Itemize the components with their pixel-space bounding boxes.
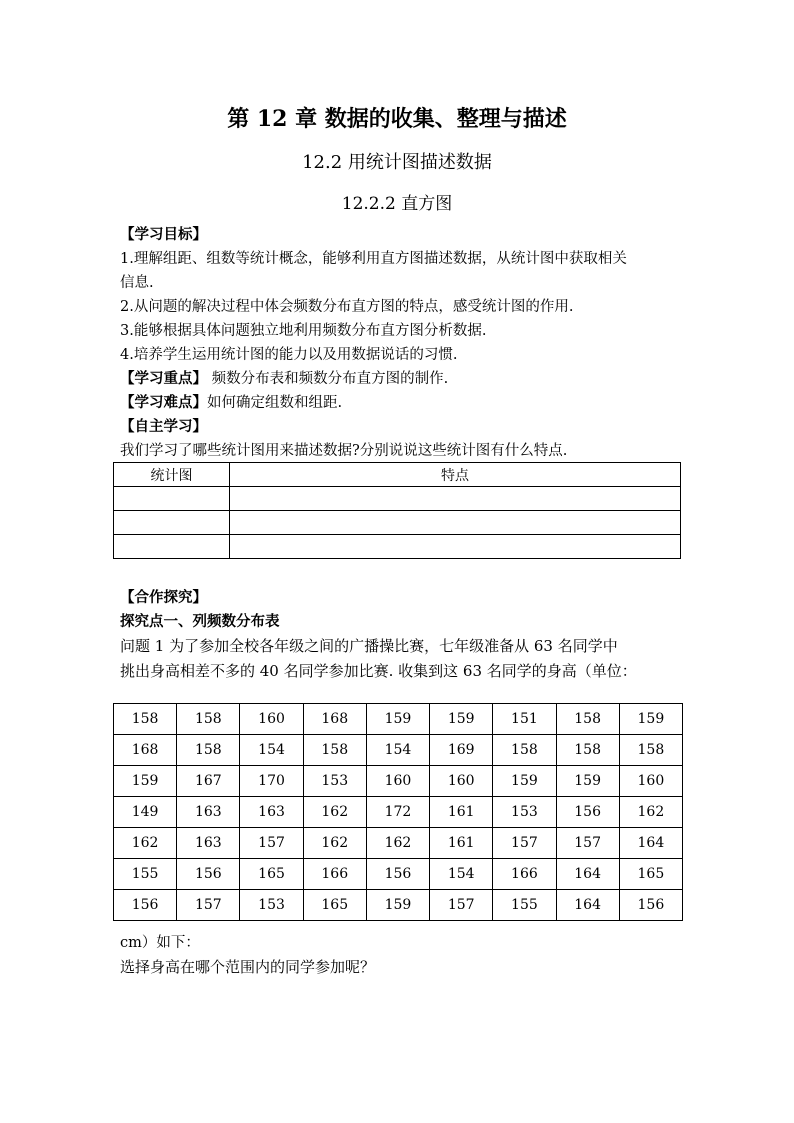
height-cell: 160 <box>619 766 682 797</box>
height-cell: 158 <box>556 735 619 766</box>
height-cell: 158 <box>493 735 556 766</box>
height-cell: 172 <box>366 797 429 828</box>
table-cell[interactable] <box>114 535 230 559</box>
height-cell: 162 <box>114 828 177 859</box>
height-cell: 162 <box>303 828 366 859</box>
difficulty <box>120 391 685 415</box>
exploration-point-title: 探究点一、列频数分布表 <box>120 613 280 630</box>
height-cell: 161 <box>430 828 493 859</box>
objectives-heading: 【学习目标】 <box>120 226 207 243</box>
self-study-question: 我们学习了哪些统计图用来描述数据?分别说说这些统计图有什么特点. <box>120 443 568 459</box>
table-row <box>114 704 683 735</box>
after-table-text: cm）如下： <box>120 935 200 951</box>
height-cell: 149 <box>114 797 177 828</box>
height-cell: 163 <box>177 797 240 828</box>
height-cell: 166 <box>493 859 556 890</box>
table-row <box>114 828 683 859</box>
height-cell: 166 <box>303 859 366 890</box>
section-title: 12.2 用统计图描述数据 <box>302 152 492 173</box>
height-cell: 156 <box>177 859 240 890</box>
table-row <box>114 890 683 921</box>
height-cell: 168 <box>114 735 177 766</box>
height-cell: 156 <box>556 797 619 828</box>
chapter-title: 第 12 章 数据的收集、整理与描述 <box>227 106 567 132</box>
height-cell: 157 <box>240 828 303 859</box>
table-cell[interactable] <box>114 487 230 511</box>
height-cell: 165 <box>303 890 366 921</box>
table-row <box>114 535 681 559</box>
heights-table <box>113 703 683 921</box>
height-cell: 159 <box>556 766 619 797</box>
height-cell: 163 <box>177 828 240 859</box>
height-cell: 153 <box>303 766 366 797</box>
height-cell: 159 <box>114 766 177 797</box>
subsection-title: 12.2.2 直方图 <box>341 194 453 214</box>
table-row <box>114 487 681 511</box>
height-cell: 164 <box>556 859 619 890</box>
height-cell: 156 <box>619 890 682 921</box>
height-cell: 157 <box>493 828 556 859</box>
table-cell[interactable] <box>230 511 681 535</box>
height-cell: 159 <box>493 766 556 797</box>
height-cell: 151 <box>493 704 556 735</box>
height-cell: 157 <box>556 828 619 859</box>
height-cell: 165 <box>619 859 682 890</box>
height-cell: 155 <box>114 859 177 890</box>
table-row <box>114 766 683 797</box>
table-cell[interactable] <box>230 487 681 511</box>
height-cell: 155 <box>493 890 556 921</box>
height-cell: 154 <box>240 735 303 766</box>
objective-item: 2.从问题的解决过程中体会频数分布直方图的特点，感受统计图的作用. <box>120 299 574 315</box>
table-cell[interactable] <box>114 511 230 535</box>
height-cell: 159 <box>366 890 429 921</box>
height-cell: 159 <box>366 704 429 735</box>
table-header-row <box>114 463 681 487</box>
height-cell: 160 <box>430 766 493 797</box>
height-cell: 157 <box>430 890 493 921</box>
height-cell: 157 <box>177 890 240 921</box>
height-cell: 158 <box>177 704 240 735</box>
key-point <box>120 367 685 391</box>
objective-item: 信息. <box>120 275 154 291</box>
height-cell: 153 <box>240 890 303 921</box>
table-row <box>114 511 681 535</box>
height-cell: 156 <box>114 890 177 921</box>
height-cell: 170 <box>240 766 303 797</box>
height-cell: 158 <box>619 735 682 766</box>
height-cell: 164 <box>619 828 682 859</box>
problem-text-line-1: 问题 1 为了参加全校各年级之间的广播操比赛，七年级准备从 63 名同学中 <box>120 637 618 655</box>
table-row <box>114 735 683 766</box>
height-cell: 160 <box>366 766 429 797</box>
objective-item: 4.培养学生运用统计图的能力以及用数据说话的习惯. <box>120 347 458 363</box>
header-cell-features: 特点 <box>230 463 681 487</box>
problem-question: 选择身高在哪个范围内的同学参加呢？ <box>120 958 376 976</box>
table-row <box>114 859 683 890</box>
problem-text-line-2: 挑出身高相差不多的 40 名同学参加比赛. 收集到这 63 名同学的身高（单位： <box>120 662 637 680</box>
height-cell: 158 <box>556 704 619 735</box>
height-cell: 156 <box>366 859 429 890</box>
height-cell: 158 <box>177 735 240 766</box>
height-cell: 162 <box>619 797 682 828</box>
height-cell: 169 <box>430 735 493 766</box>
height-cell: 158 <box>114 704 177 735</box>
height-cell: 167 <box>177 766 240 797</box>
height-cell: 154 <box>430 859 493 890</box>
header-cell-chart: 统计图 <box>114 463 230 487</box>
height-cell: 158 <box>303 735 366 766</box>
self-study-heading: 【自主学习】 <box>120 418 207 435</box>
objective-item: 3.能够根据具体问题独立地利用频数分布直方图分析数据. <box>120 323 487 339</box>
height-cell: 159 <box>619 704 682 735</box>
height-cell: 164 <box>556 890 619 921</box>
difficulty-heading: 【学习难点】 <box>120 394 207 411</box>
height-cell: 160 <box>240 704 303 735</box>
key-point-heading: 【学习重点】 <box>120 370 207 387</box>
height-cell: 163 <box>240 797 303 828</box>
table-cell[interactable] <box>230 535 681 559</box>
height-cell: 162 <box>366 828 429 859</box>
height-cell: 162 <box>303 797 366 828</box>
chart-features-table <box>113 462 681 559</box>
height-cell: 161 <box>430 797 493 828</box>
key-point-text: 频数分布表和频数分布直方图的制作. <box>207 371 449 387</box>
height-cell: 165 <box>240 859 303 890</box>
height-cell: 168 <box>303 704 366 735</box>
height-cell: 154 <box>366 735 429 766</box>
cooperation-heading: 【合作探究】 <box>120 589 207 606</box>
height-cell: 153 <box>493 797 556 828</box>
height-cell: 159 <box>430 704 493 735</box>
table-row <box>114 797 683 828</box>
difficulty-text: 如何确定组数和组距. <box>207 395 343 411</box>
objective-item: 1.理解组距、组数等统计概念，能够利用直方图描述数据，从统计图中获取相关 <box>120 251 627 267</box>
